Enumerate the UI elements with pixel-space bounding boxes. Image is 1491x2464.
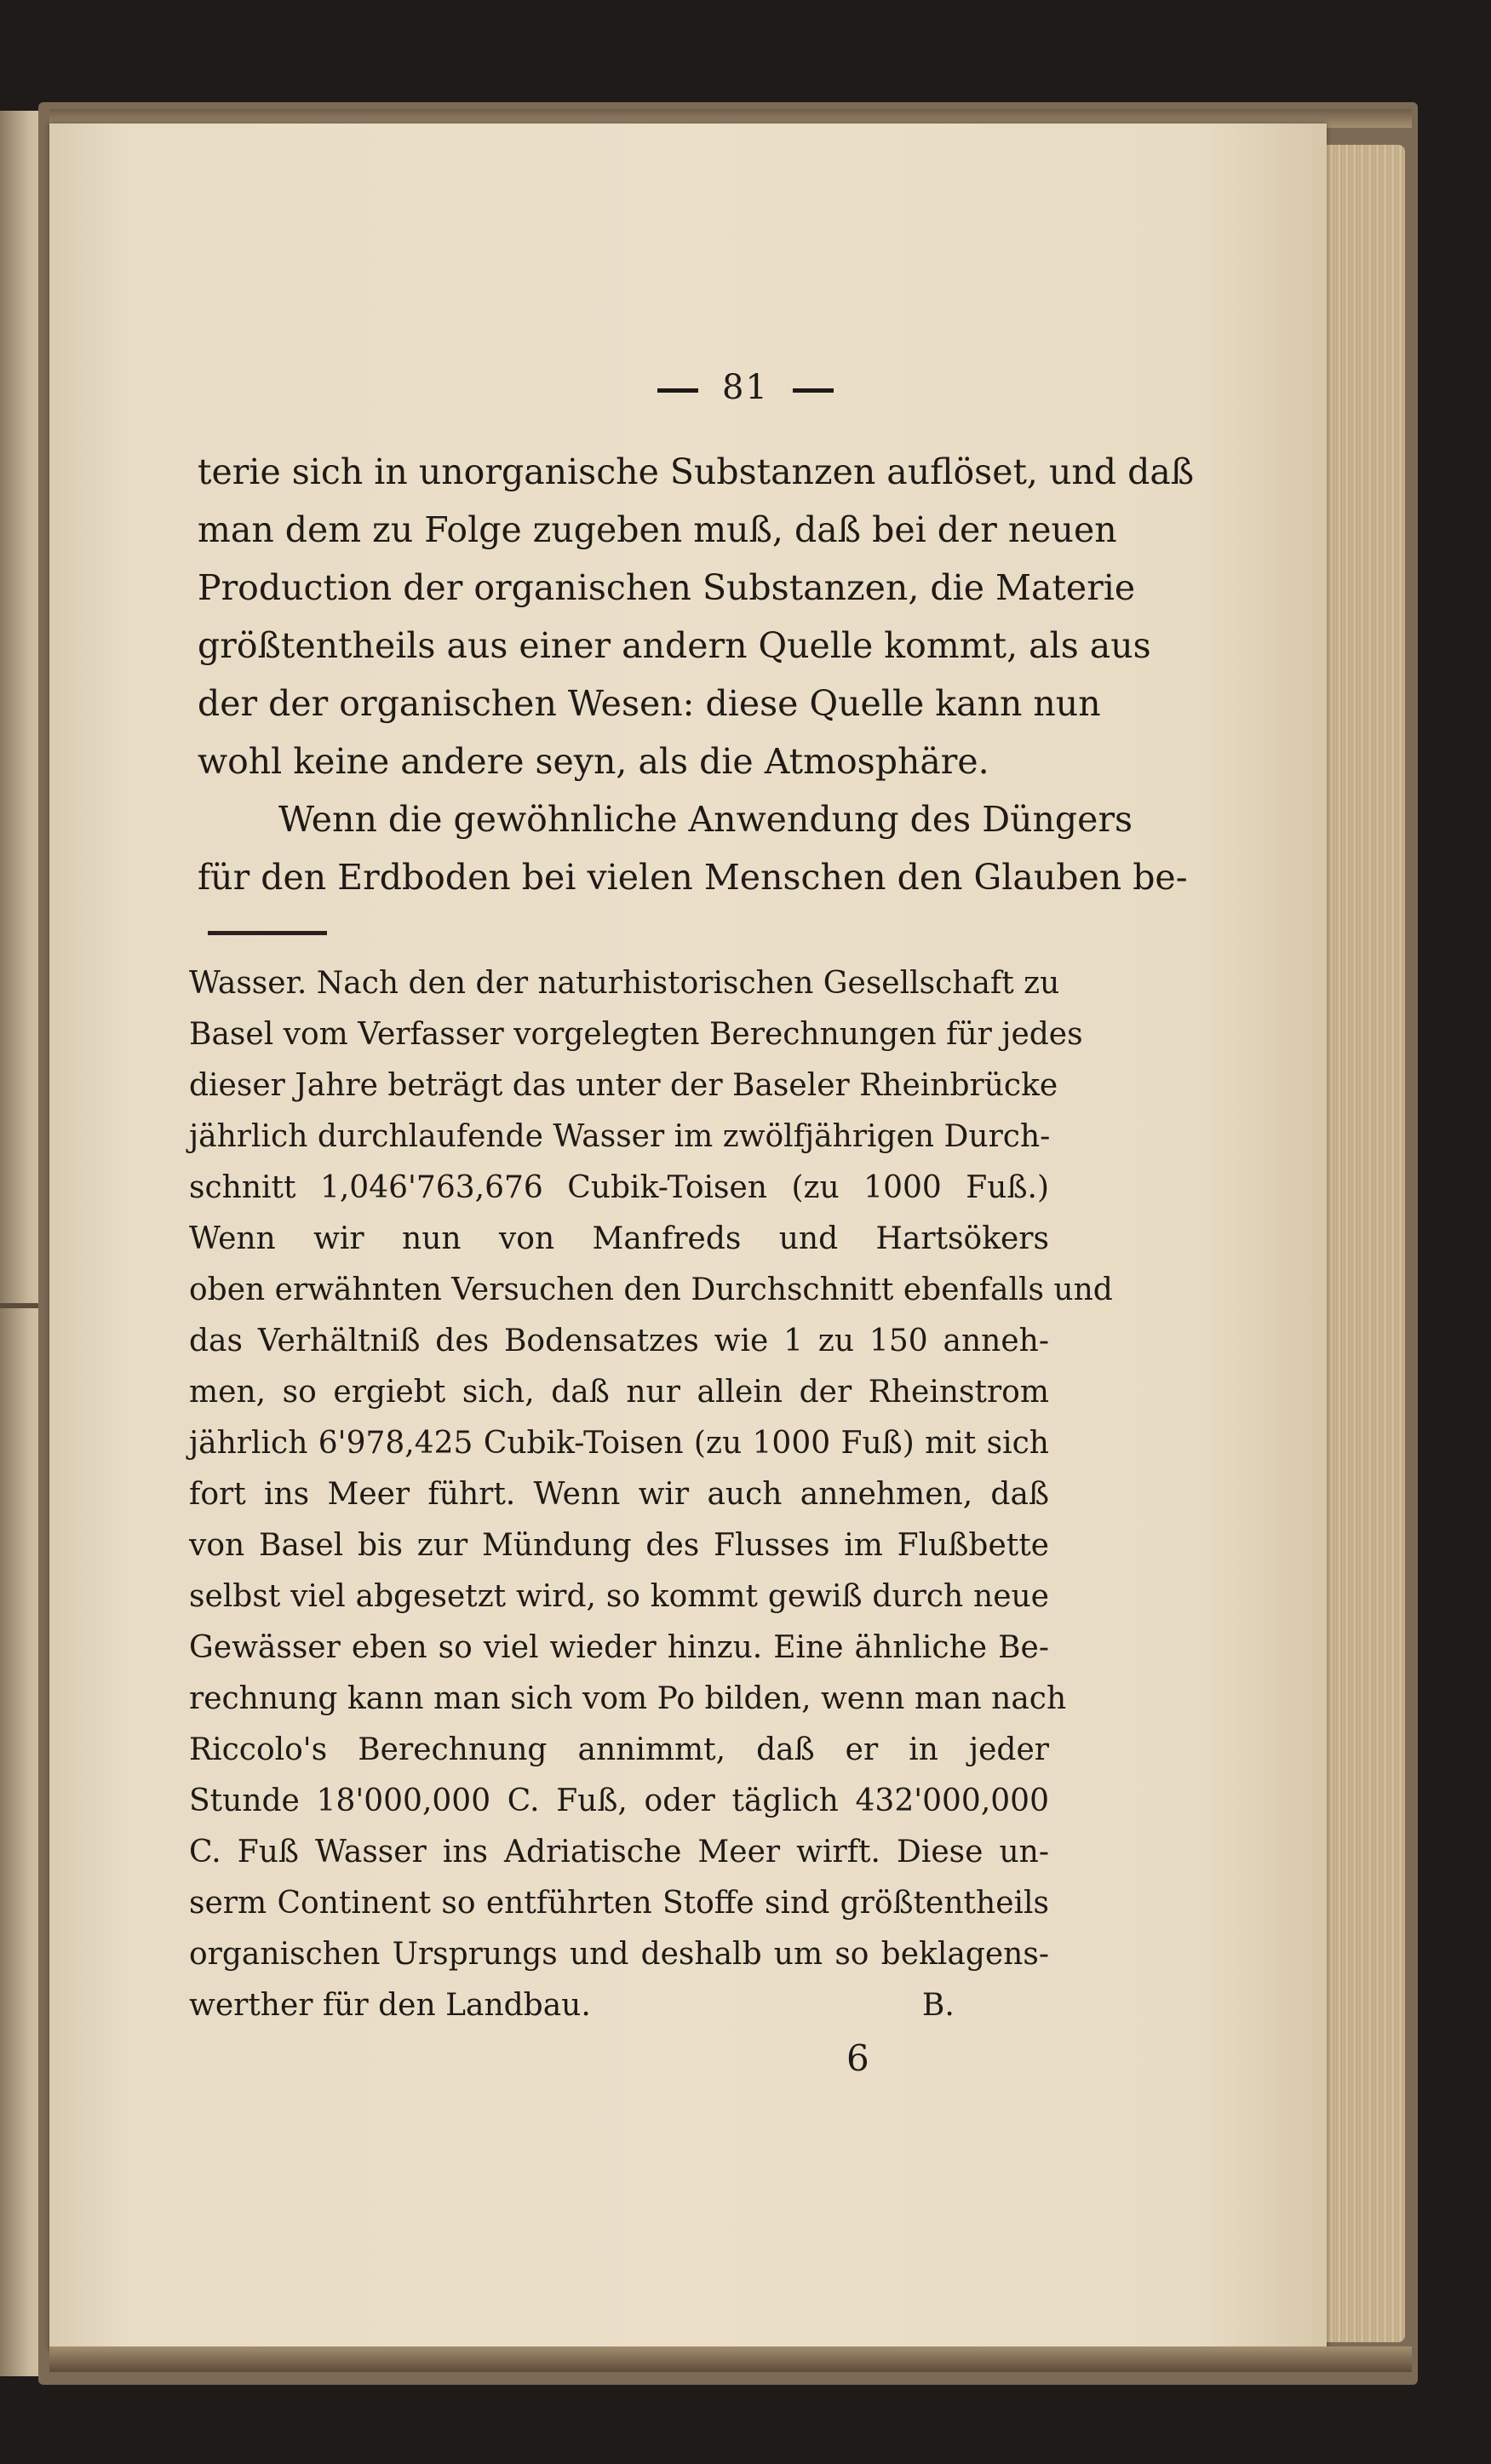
footnote-line: C. Fuß Wasser ins Adriatische Meer wirft. Diese un- bbox=[189, 1835, 1049, 1870]
text-line: für den Erdboden bei vielen Menschen den Glauben be- bbox=[198, 857, 1188, 898]
footnote-line: Gewässer eben so viel wieder hinzu. Eine ähnliche Be- bbox=[189, 1630, 1049, 1665]
footnote-line: das Verhältniß des Bodensatzes wie 1 zu 150 anneh- bbox=[189, 1324, 1049, 1358]
text-line: der der organischen Wesen: diese Quelle kann nun bbox=[198, 683, 1101, 724]
footnote-line: rechnung kann man sich vom Po bilden, wenn man nach bbox=[189, 1681, 1067, 1716]
footnote-line: werther für den Landbau. B. bbox=[189, 1988, 955, 2023]
footnote-line: organischen Ursprungs und deshalb um so beklagens- bbox=[189, 1937, 1049, 1972]
footnote-line: fort ins Meer führt. Wenn wir auch annehmen, daß bbox=[189, 1477, 1049, 1512]
footnote-line: Wenn wir nun von Manfreds und Hartsökers bbox=[189, 1221, 1049, 1256]
footnote-line: jährlich durchlaufende Wasser im zwölfjährigen Durch- bbox=[189, 1119, 1051, 1154]
text-line: wohl keine andere seyn, als die Atmosphäre. bbox=[198, 741, 989, 782]
text-line: Production der organischen Substanzen, die Materie bbox=[198, 567, 1136, 608]
footnote-line: schnitt 1,046'763,676 Cubik-Toisen (zu 1000 Fuß.) bbox=[189, 1170, 1049, 1205]
footnote-line: Basel vom Verfasser vorgelegten Berechnungen für jedes bbox=[189, 1017, 1083, 1052]
footnote-line: Wasser. Nach den der naturhistorischen Gesellschaft zu bbox=[189, 966, 1060, 1001]
footnote-line: Stunde 18'000,000 C. Fuß, oder täglich 432'000,000 bbox=[189, 1783, 1049, 1818]
text-line: größtentheils aus einer andern Quelle kommt, als aus bbox=[198, 625, 1151, 666]
footnote-line: von Basel bis zur Mündung des Flusses im Flußbette bbox=[189, 1528, 1049, 1563]
footnote bbox=[189, 958, 1113, 2031]
text-line: man dem zu Folge zugeben muß, daß bei der neuen bbox=[198, 509, 1117, 550]
footnote-line: oben erwähnten Versuchen den Durchschnitt ebenfalls und bbox=[189, 1272, 1113, 1307]
main-text bbox=[198, 443, 1195, 906]
dash-right bbox=[793, 388, 834, 393]
text-line: Wenn die gewöhnliche Anwendung des Düngers bbox=[278, 799, 1133, 840]
page-number bbox=[0, 368, 1491, 407]
footnote-rule bbox=[208, 931, 327, 935]
bottom-page-edge bbox=[49, 2346, 1412, 2372]
footnote-line: jährlich 6'978,425 Cubik-Toisen (zu 1000 Fuß) mit sich bbox=[189, 1426, 1049, 1461]
text-line: terie sich in unorganische Substanzen auflöset, und daß bbox=[198, 451, 1195, 492]
dash-left bbox=[657, 388, 698, 393]
page-number-value: 81 bbox=[722, 368, 769, 407]
signature-mark: 6 bbox=[846, 2037, 869, 2079]
footnote-line: men, so ergiebt sich, daß nur allein der Rheinstrom bbox=[189, 1375, 1049, 1410]
footnote-line: dieser Jahre beträgt das unter der Baseler Rheinbrücke bbox=[189, 1068, 1058, 1103]
footnote-line: Riccolo's Berechnung annimmt, daß er in jeder bbox=[189, 1732, 1049, 1767]
footnote-line: selbst viel abgesetzt wird, so kommt gewiß durch neue bbox=[189, 1579, 1049, 1614]
footnote-line: serm Continent so entführten Stoffe sind größtentheils bbox=[189, 1886, 1049, 1921]
